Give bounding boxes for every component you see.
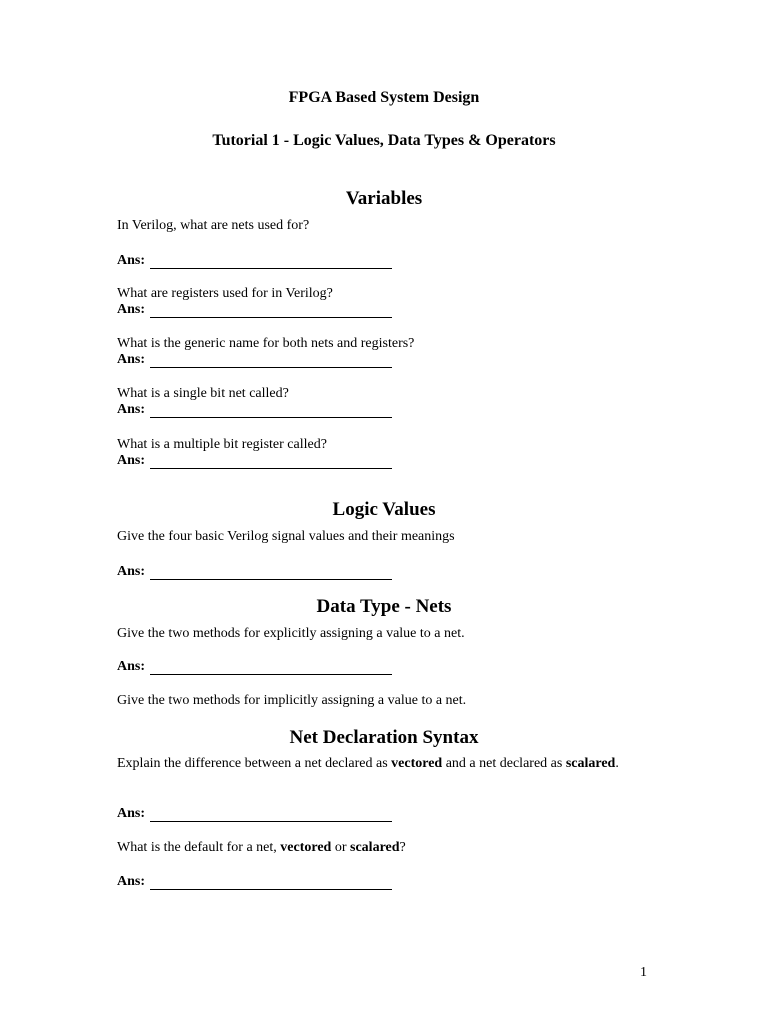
question-text: or [331,840,351,855]
answer-label: Ans: [117,806,146,821]
question-multiple-bit-register: What is a multiple bit register called? [117,437,327,452]
section-heading-net-declaration-syntax: Net Declaration Syntax [289,727,479,748]
keyword-scalared: scalared [565,756,616,771]
answer-blank [150,807,392,822]
answer-line [117,351,392,368]
answer-blank [150,353,392,368]
answer-line [117,252,392,269]
question-four-signal-values: Give the four basic Verilog signal values and their meanings [117,529,455,544]
section-heading-variables: Variables [345,188,423,209]
answer-label: Ans: [117,253,146,268]
answer-label: Ans: [117,874,146,889]
question-vectored-vs-scalared [117,755,637,772]
question-net-default [117,839,406,856]
answer-blank [150,403,392,418]
answer-line [117,452,392,469]
question-implicit-assign: Give the two methods for implicitly assigning a value to a net. [117,693,467,708]
question-generic-name: What is the generic name for both nets and registers? [117,336,415,351]
answer-blank [150,254,392,269]
question-registers-used-for: What are registers used for in Verilog? [117,286,333,301]
question-single-bit-net: What is a single bit net called? [117,386,289,401]
question-explicit-assign: Give the two methods for explicitly assigning a value to a net. [117,626,465,641]
answer-line [117,805,392,822]
answer-blank [150,875,392,890]
page-number: 1 [640,965,647,980]
question-text: ? [399,840,406,855]
answer-line [117,658,392,675]
answer-blank [150,303,392,318]
keyword-vectored: vectored [280,840,332,855]
answer-line [117,401,392,418]
question-text: . [615,756,619,771]
question-nets-used-for: In Verilog, what are nets used for? [117,218,310,233]
question-text: What is the default for a net, [117,840,281,855]
answer-blank [150,454,392,469]
section-heading-logic-values: Logic Values [332,499,436,520]
keyword-vectored: vectored [391,756,443,771]
answer-blank [150,565,392,580]
question-text: Explain the difference between a net declared as [117,756,392,771]
answer-blank [150,660,392,675]
answer-label: Ans: [117,302,146,317]
answer-label: Ans: [117,659,146,674]
question-text: and a net declared as [442,756,566,771]
document-subtitle: Tutorial 1 - Logic Values, Data Types & Operators [212,132,556,149]
answer-label: Ans: [117,352,146,367]
answer-line [117,563,392,580]
answer-label: Ans: [117,564,146,579]
section-heading-data-type-nets: Data Type - Nets [316,596,452,617]
answer-line [117,873,392,890]
document-title: FPGA Based System Design [288,89,480,106]
answer-label: Ans: [117,453,146,468]
keyword-scalared: scalared [350,840,400,855]
answer-label: Ans: [117,402,146,417]
answer-line [117,301,392,318]
